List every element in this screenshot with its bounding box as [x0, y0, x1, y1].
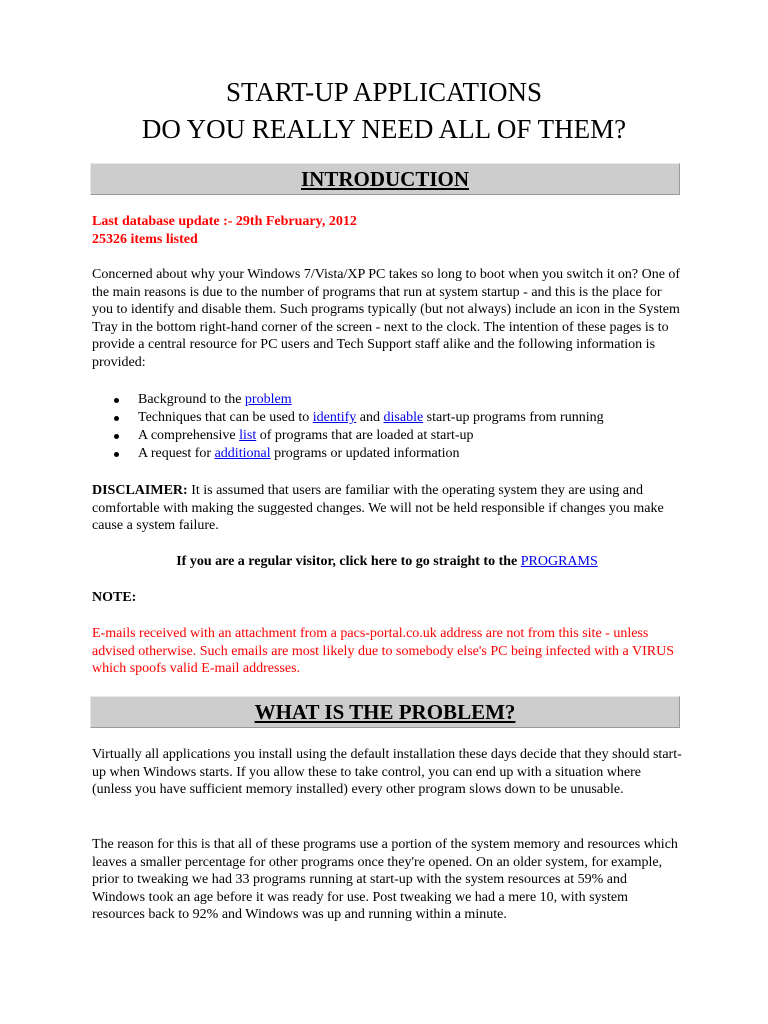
list-item: [92, 445, 682, 463]
list-item-text: A comprehensive: [138, 428, 240, 443]
additional-link[interactable]: additional: [214, 446, 271, 461]
problem-paragraph-1: Virtually all applications you install using the default installation these days decide that they should start-up when Windows starts. If you allow these to take control, you can end up with a situation where (unless you have sufficient memory installed) every other program slows down to be unusable.: [92, 747, 682, 797]
intro-paragraph: Concerned about why your Windows 7/Vista/XP PC takes so long to boot when you switch it on? One of the main reasons is due to the number of programs that run at system startup - and this is the place for you to identify and disable them. Such programs typically (but not always) include an icon in the System Tray in the bottom right-hand corner of the screen - next to the clock. The intention of these pages is to provide a central resource for PC users and Tech Support staff alike and the following information is provided:: [92, 267, 681, 370]
section-header-introduction: [90, 163, 680, 195]
list-link[interactable]: list: [239, 428, 257, 443]
info-list: [92, 391, 682, 463]
note-label: NOTE:: [92, 590, 137, 605]
list-item-text: programs or updated information: [270, 446, 460, 461]
items-count-text: 25326 items listed: [92, 232, 198, 247]
page-title-line-1: START-UP APPLICATIONS: [225, 77, 543, 107]
programs-link[interactable]: PROGRAMS: [520, 554, 598, 569]
list-item: [92, 427, 682, 445]
list-item-text: A request for: [138, 446, 215, 461]
disclaimer-paragraph: [92, 482, 682, 535]
problem-link[interactable]: problem: [244, 392, 292, 407]
section-header-problem: [90, 696, 680, 728]
list-item-text: of programs that are loaded at start-up: [256, 428, 474, 443]
last-update-text: Last database update :- 29th February, 2012: [92, 214, 357, 229]
list-item-text: start-up programs from running: [423, 410, 604, 425]
disable-link[interactable]: disable: [383, 410, 424, 425]
section-heading-problem: WHAT IS THE PROBLEM?: [254, 700, 516, 724]
problem-paragraph-2: The reason for this is that all of these programs use a portion of the system memory and resources which leaves a smaller percentage for other programs once they're opened. On an older system, for example, prior to tweaking we had 33 programs running at start-up with the system resources at 59% and Windows took an age before it was ready for use. Post tweaking we had a mere 10, with system resources back to 92% and Windows was up and running within a minute.: [92, 837, 678, 922]
identify-link[interactable]: identify: [312, 410, 357, 425]
visitor-line: [92, 553, 682, 571]
list-item-text: Background to the: [138, 392, 245, 407]
section-heading-introduction: INTRODUCTION: [300, 167, 470, 191]
note-text: E-mails received with an attachment from a pacs-portal.co.uk address are not from this site - unless advised otherwise. Such emails are most likely due to somebody else's PC being infected with a VIRUS which spoofs valid E-mail addresses.: [92, 626, 674, 676]
disclaimer-text: It is assumed that users are familiar with the operating system they are using and comfortable with making the suggested changes. We will not be held responsible if changes you make cause a system failure.: [92, 483, 664, 533]
list-item-text: and: [356, 410, 384, 425]
visitor-text: If you are a regular visitor, click here to go straight to the: [176, 554, 521, 569]
disclaimer-label: DISCLAIMER:: [92, 483, 188, 498]
list-item: [92, 409, 682, 427]
page-title-line-2: DO YOU REALLY NEED ALL OF THEM?: [141, 114, 627, 144]
list-item: [92, 391, 682, 409]
list-item-text: Techniques that can be used to: [138, 410, 313, 425]
